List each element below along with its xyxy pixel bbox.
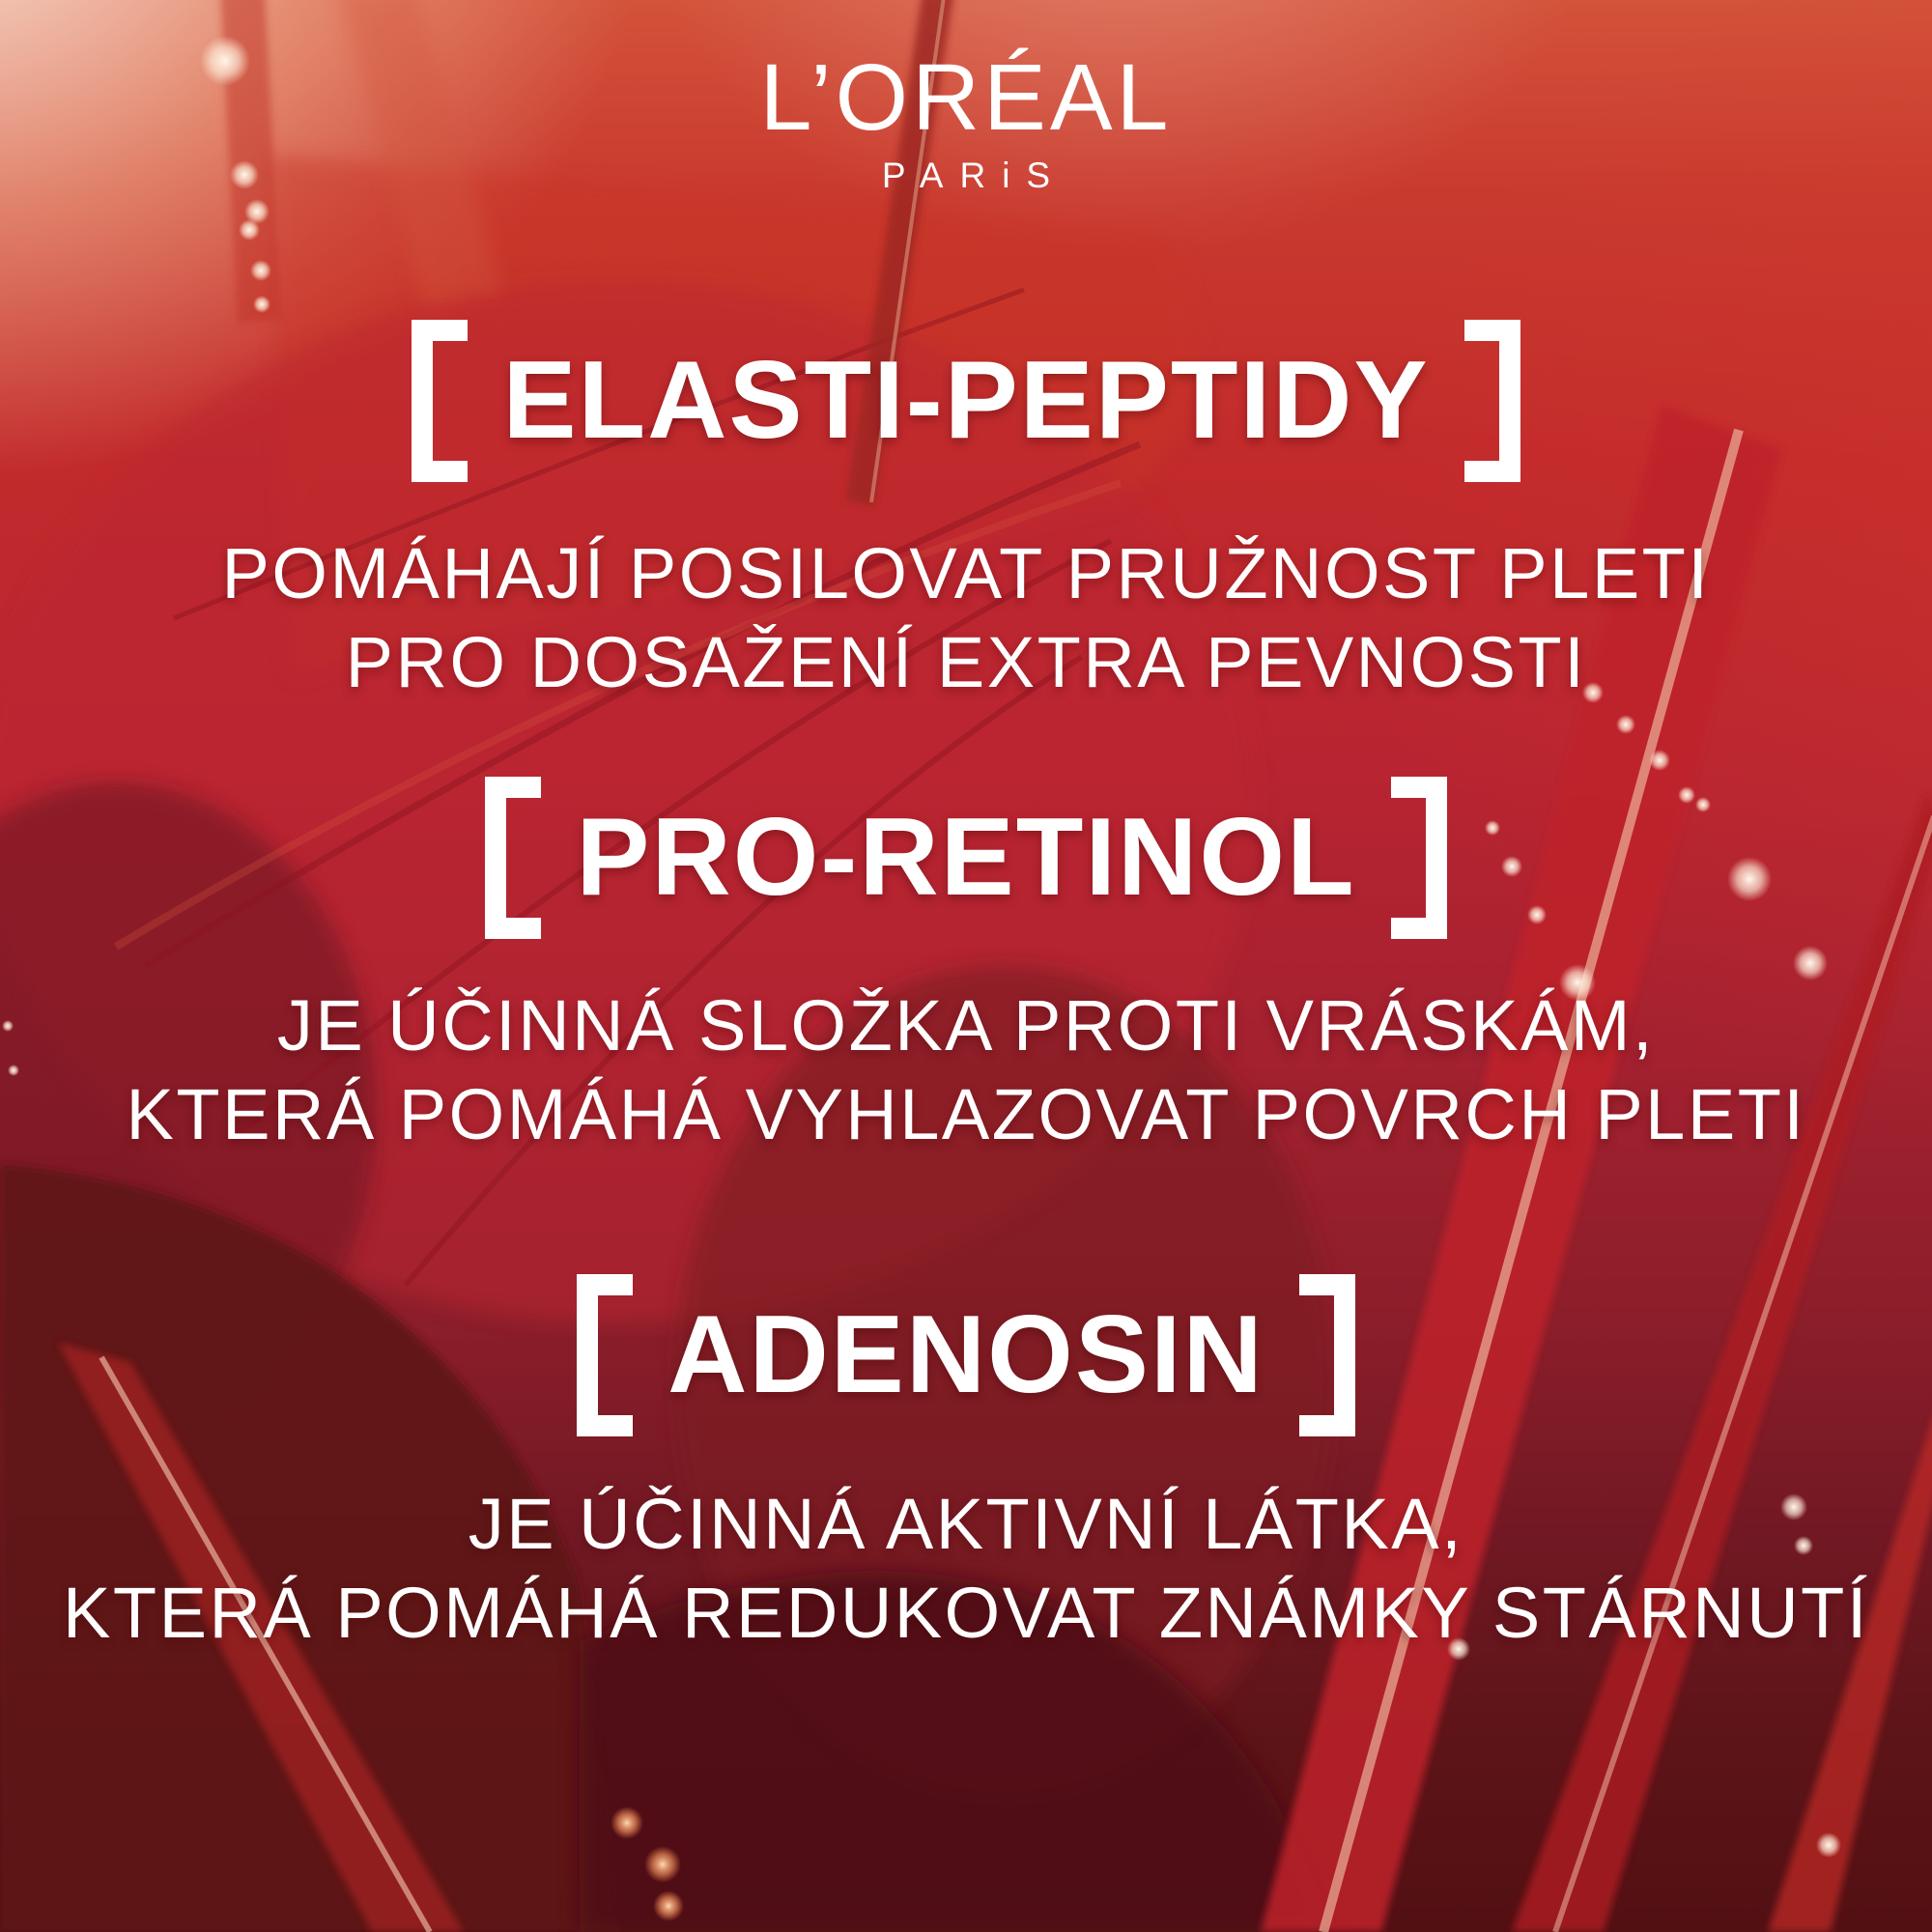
right-bracket-icon bbox=[1299, 1274, 1355, 1436]
section-elasti-peptidy-heading bbox=[0, 319, 1932, 483]
description-line: KTERÁ POMÁHÁ REDUKOVAT ZNÁMKY STÁRNUTÍ bbox=[63, 1573, 1869, 1653]
paris-wordmark: PARiS bbox=[881, 156, 1067, 195]
section-pro-retinol-heading bbox=[0, 776, 1932, 940]
section-pro-retinol-description bbox=[0, 981, 1932, 1159]
right-bracket-icon bbox=[1391, 777, 1447, 939]
ingredient-heading-pro-retinol: PRO-RETINOL bbox=[576, 796, 1356, 919]
loreal-wordmark: L’ORÉAL bbox=[759, 44, 1173, 150]
description-line: JE ÚČINNÁ AKTIVNÍ LÁTKA, bbox=[468, 1484, 1464, 1564]
section-adenosin-heading bbox=[0, 1273, 1932, 1437]
ingredient-heading-adenosin: ADENOSIN bbox=[668, 1293, 1264, 1416]
description-line: PRO DOSAŽENÍ EXTRA PEVNOSTI bbox=[345, 622, 1587, 702]
left-bracket-icon bbox=[412, 320, 468, 482]
description-line: KTERÁ POMÁHÁ VYHLAZOVAT POVRCH PLETI bbox=[126, 1074, 1806, 1154]
right-bracket-icon bbox=[1464, 320, 1520, 482]
ingredient-heading-elasti-peptidy: ELASTI-PEPTIDY bbox=[502, 339, 1430, 462]
left-bracket-icon bbox=[577, 1274, 633, 1436]
description-line: JE ÚČINNÁ SLOŽKA PROTI VRÁSKÁM, bbox=[276, 985, 1656, 1065]
brand-logo bbox=[0, 44, 1932, 195]
section-adenosin-description bbox=[0, 1480, 1932, 1658]
left-bracket-icon bbox=[485, 777, 541, 939]
description-line: POMÁHAJÍ POSILOVAT PRUŽNOST PLETI bbox=[221, 533, 1711, 613]
section-elasti-peptidy-description bbox=[0, 529, 1932, 707]
